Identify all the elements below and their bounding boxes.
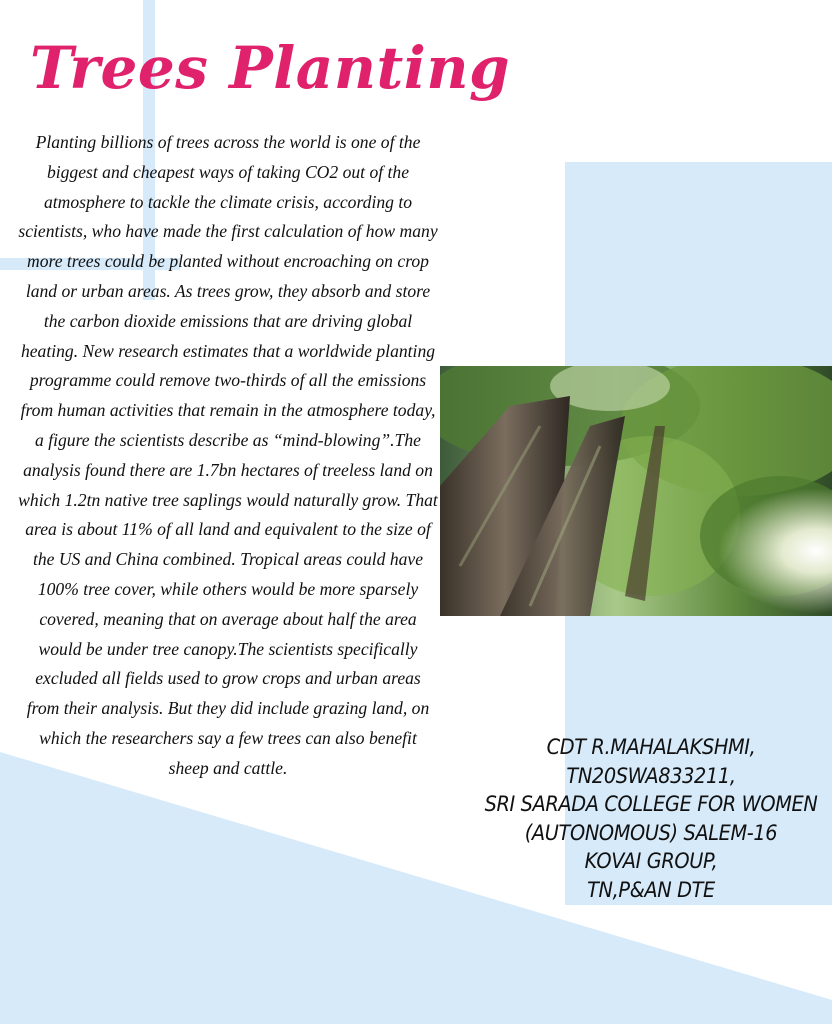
credit-group: KOVAI GROUP, [584,849,718,873]
credit-location: (AUTONOMOUS) SALEM-16 [524,820,778,845]
credit-directorate: TN,P&AN DTE [587,877,715,902]
forest-canopy-photo [440,366,832,616]
page-title: Trees Planting [29,34,511,102]
credit-college: SRI SARADA COLLEGE FOR WOMEN [484,792,818,816]
author-credits [484,733,817,904]
article-body: Planting billions of trees across the world is one of the biggest and cheapest ways of taking CO2 out of the atmosphere to tackle the climate crisis, according to scientists, who have made the first calculation of how many more trees could be planted without encroaching on crop land or urban areas. As trees grow, they absorb and store the carbon dioxide emissions that are driving global heating. New research estimates that a worldwide planting programme could remove two-thirds of all the emissions from human activities that remain in the atmosphere today, a figure the scientists describe as “mind-blowing”.The analysis found there are 1.7bn hectares of treeless land on which 1.2tn native tree saplings would naturally grow. That area is about 11% of all land and equivalent to the size of the US and China combined. Tropical areas could have 100% tree cover, while others would be more sparsely covered, meaning that on average about half the area would be under tree canopy.The scientists specifically excluded all fields used to grow crops and urban areas from their analysis. But they did include grazing land, on which the researchers say a few trees can also benefit sheep and cattle. [18,132,438,778]
credit-id: TN20SWA833211, [566,763,736,788]
credit-name: CDT R.MAHALAKSHMI, [546,735,756,759]
